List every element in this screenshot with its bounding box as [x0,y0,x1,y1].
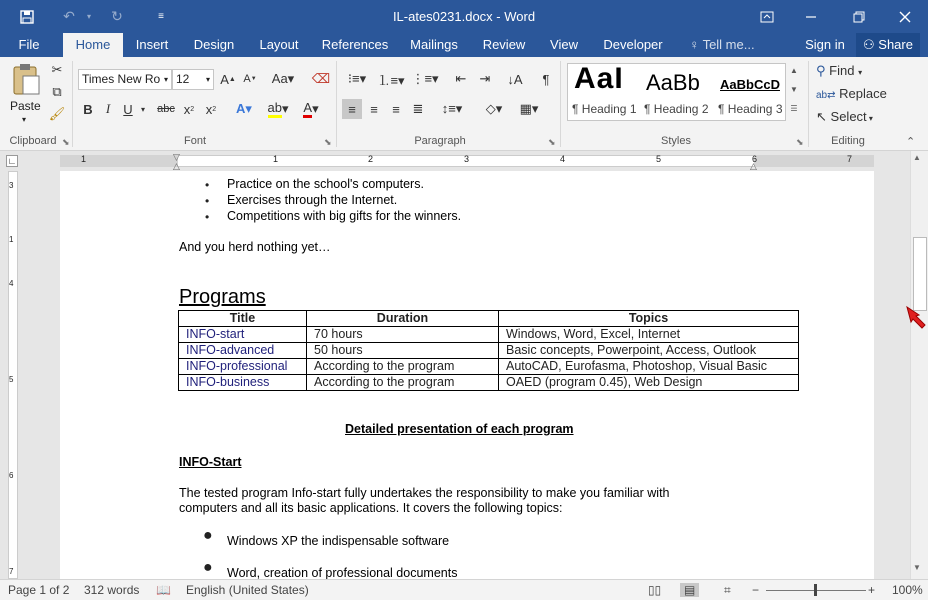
vruler-number: 3 [9,181,14,190]
clipboard-group-label: Clipboard [9,135,57,147]
decrease-indent-icon[interactable]: ⇤ [455,71,467,86]
font-dropdown-icon[interactable]: ▾ [163,75,168,84]
programs-table [178,310,799,391]
zoom-out-icon[interactable]: − [752,583,760,597]
vertical-scrollbar[interactable] [910,151,928,579]
redo-icon[interactable]: ↻ [111,8,123,24]
styles-group-label: Styles [661,135,691,147]
horizontal-ruler [0,151,928,171]
window-title: IL-ates0231.docx - Word [392,9,536,24]
table-cell: Windows, Word, Excel, Internet [499,327,799,343]
ruler-number: 5 [656,154,662,164]
body-text: The tested program Info-start fully undertakes the responsibility to make you familiar with [179,486,670,500]
sort-icon[interactable]: ↓A [507,71,523,87]
style-heading-2[interactable]: AaBb ¶ Heading 2 [644,70,709,116]
tab-mailings[interactable]: Mailings [410,37,458,52]
minimize-icon[interactable] [798,0,824,33]
vruler-number: 6 [9,471,14,480]
right-indent-marker[interactable]: △ [750,161,757,171]
strikethrough-icon[interactable]: abc [157,103,175,115]
bullets-icon[interactable]: ⁝≡▾ [347,71,367,86]
vertical-ruler [0,171,22,579]
document-page[interactable] [60,171,874,579]
restore-icon[interactable] [846,0,872,33]
mouse-pointer-icon [905,305,927,329]
table-cell: INFO-start [179,327,307,343]
hanging-indent-marker[interactable]: △ [173,161,180,171]
table-cell: 70 hours [307,327,499,343]
undo-dropdown-icon[interactable]: ▾ [86,12,91,21]
copy-icon[interactable]: ⧉ [52,84,62,99]
table-cell: AutoCAD, Eurofasma, Photoshop, Visual Basic [499,359,799,375]
tab-review[interactable]: Review [482,37,526,52]
change-case-icon[interactable]: Aa▾ [271,71,295,86]
body-text: And you herd nothing yet… [179,240,331,254]
tab-layout[interactable]: Layout [259,37,299,52]
lightbulb-icon: ♀ [689,37,700,52]
ribbon-home [0,57,928,151]
close-icon[interactable] [892,0,918,33]
align-left-icon[interactable]: ≡ [342,99,362,119]
divider [808,61,809,147]
tab-insert[interactable]: Insert [135,37,169,52]
ruler-left-margin [60,155,178,167]
clear-formatting-icon[interactable]: ⌫ [311,71,331,86]
font-color-icon[interactable]: A ▾ [303,100,319,116]
paste-label[interactable]: Paste [10,99,41,113]
clipboard-launcher-icon[interactable]: ⬊ [62,137,70,147]
font-group-label: Font [183,135,206,147]
cut-icon[interactable]: ✂ [51,62,63,77]
ruler-number: 2 [368,154,374,164]
line-spacing-icon[interactable]: ↕≡▾ [441,101,463,116]
multilevel-list-icon[interactable]: ⋮≡▾ [411,71,439,86]
replace-button[interactable]: ab⇄ Replace [816,86,887,101]
list-item: Competitions with big gifts for the winners. [227,209,462,223]
paragraph-group-label: Paragraph [414,135,466,147]
select-button[interactable]: ↖ Select ▾ [816,109,873,124]
italic-icon[interactable]: I [105,101,111,116]
sign-in-link[interactable]: Sign in [805,37,845,52]
table-cell: According to the program [307,359,499,375]
scroll-up-icon[interactable]: ▲ [913,153,921,162]
bullet-icon: • [205,194,210,208]
scroll-down-icon[interactable]: ▼ [913,563,921,572]
bullet-icon: ● [203,559,213,576]
info-start-heading: INFO-Start [179,455,242,469]
ruler-number: 7 [847,154,853,164]
vruler-number: 7 [9,567,14,576]
programs-heading: Programs [179,286,266,308]
table-row [179,327,799,343]
font-launcher-icon[interactable]: ⬊ [324,137,332,147]
tab-selector-icon[interactable]: ∟ [7,156,17,166]
grow-font-icon[interactable]: A ▲ [220,71,236,87]
undo-icon[interactable]: ↶ [63,8,75,24]
divider [72,61,73,147]
scroll-thumb[interactable] [913,237,927,311]
body-text: computers and all its basic applications. It covers the following topics: [179,501,563,515]
zoom-slider-thumb[interactable] [814,584,817,596]
first-line-indent-marker[interactable]: ▽ [173,152,180,162]
list-item: Practice on the school's computers. [227,177,424,191]
ruler-number: 6 [752,154,758,164]
title-bar [0,0,928,33]
detailed-heading: Detailed presentation of each program [345,422,574,436]
language-indicator[interactable]: English (United States) [186,583,309,597]
divider [560,61,561,147]
ruler-right-margin [754,155,874,167]
tab-view[interactable]: View [550,37,578,52]
format-painter-icon[interactable]: 🖌 [48,106,66,121]
numbering-icon[interactable]: ⒈≡▾ [377,72,405,88]
ruler-number: 1 [273,154,279,164]
bullet-icon: • [205,178,210,192]
proofing-icon[interactable]: 📖 [156,583,171,597]
person-icon: ⚇ [863,37,875,52]
ribbon-display-icon[interactable] [754,0,780,33]
tell-me-box[interactable]: ♀ Tell me... [689,37,755,52]
web-layout-icon[interactable]: ⌗ [724,583,731,597]
customize-qat-icon[interactable]: ≡ [158,11,164,22]
ruler-number: 1 [81,154,87,164]
align-right-icon[interactable]: ≡ [392,101,400,117]
divider [336,61,337,147]
table-header: Topics [499,311,799,327]
paragraph-launcher-icon[interactable]: ⬊ [548,137,556,147]
underline-dropdown-icon[interactable]: ▾ [140,104,145,114]
styles-launcher-icon[interactable]: ⬊ [796,137,804,147]
list-item: Word, creation of professional documents [227,566,458,579]
table-cell: According to the program [307,375,499,391]
ruler-number: 3 [464,154,470,164]
styles-gallery [567,63,786,121]
find-button[interactable]: ⚲ Find ▾ [816,63,863,78]
font-size-box[interactable]: 12 ▾ [172,69,214,90]
table-row [179,343,799,359]
table-cell: 50 hours [307,343,499,359]
tab-home[interactable]: Home [63,33,123,57]
select-dropdown-icon[interactable]: ▾ [866,114,873,123]
underline-icon[interactable]: U [123,101,133,117]
font-size-dropdown-icon[interactable]: ▾ [205,75,210,84]
subscript-icon[interactable]: x 2 [183,101,195,117]
table-cell: INFO-professional [179,359,307,375]
table-cell: Basic concepts, Powerpoint, Access, Outlook [499,343,799,359]
table-cell: OAED (program 0.45), Web Design [499,375,799,391]
shrink-font-icon[interactable]: A ▼ [243,73,257,85]
vruler-number: 4 [9,279,14,288]
table-header-row [179,311,799,327]
word-count[interactable]: 312 words [84,583,140,597]
read-mode-icon[interactable]: ▯▯ [648,583,662,597]
editing-group-label: Editing [831,135,865,147]
table-header: Duration [307,311,499,327]
bullet-icon: • [205,210,210,224]
font-name-box[interactable]: Times New Ro ▾ [78,69,172,90]
increase-indent-icon[interactable]: ⇥ [479,71,491,86]
tab-file[interactable]: File [18,37,40,52]
superscript-icon[interactable]: x 2 [205,101,217,117]
table-header: Title [179,311,307,327]
borders-icon[interactable]: ▦▾ [519,101,539,116]
search-icon: ⚲ [816,63,826,78]
zoom-in-icon[interactable]: + [868,583,876,597]
align-center-icon[interactable]: ≡ [370,101,378,117]
page-indicator[interactable]: Page 1 of 2 [8,583,70,597]
collapse-ribbon-icon[interactable]: ⌃ [906,136,916,148]
table-row [179,359,799,375]
style-heading-3[interactable]: AaBbCcD ¶ Heading 3 [718,77,783,116]
tab-developer[interactable]: Developer [603,37,663,52]
highlight-color-icon[interactable]: ab ▾ [267,100,289,116]
zoom-level[interactable]: 100% [892,583,923,597]
ribbon-tabs [0,33,928,57]
table-cell: INFO-advanced [179,343,307,359]
share-button[interactable]: ⚇ Share [856,33,920,57]
status-bar [0,579,928,600]
find-dropdown-icon[interactable]: ▾ [858,68,863,77]
paste-dropdown-icon[interactable]: ▾ [22,115,27,124]
tab-design[interactable]: Design [193,37,235,52]
tab-references[interactable]: References [321,37,389,52]
bold-icon[interactable]: B [83,101,93,117]
replace-icon: ab⇄ [816,90,836,101]
show-formatting-icon[interactable]: ¶ [542,71,550,87]
shading-icon[interactable]: ◇▾ [485,101,503,116]
select-arrow-icon: ↖ [816,109,827,124]
table-cell: INFO-business [179,375,307,391]
list-item: Windows XP the indispensable software [227,534,450,548]
style-heading-1[interactable]: AaI ¶ Heading 1 [572,62,637,116]
ruler-number: 4 [560,154,566,164]
print-layout-icon[interactable]: ▤ [680,583,699,597]
text-effects-icon[interactable]: A▾ [236,101,252,116]
bullet-icon: ● [203,527,213,544]
list-item: Exercises through the Internet. [227,193,398,207]
table-row [179,375,799,391]
justify-icon[interactable]: ≣ [412,101,424,116]
paste-icon[interactable] [8,61,44,97]
vruler-number: 1 [9,235,14,244]
styles-scroll[interactable]: ▲ ▼ ☰ [790,66,798,113]
vruler-number: 5 [9,375,14,384]
